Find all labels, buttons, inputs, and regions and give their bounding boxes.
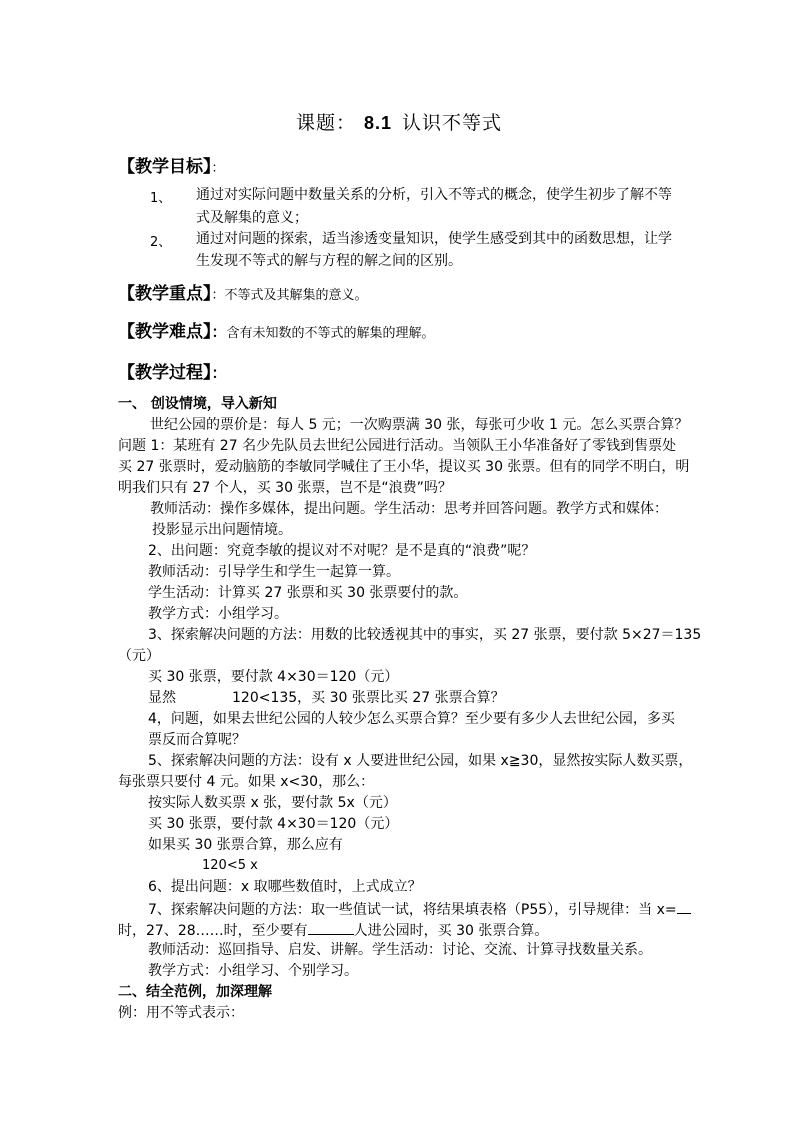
process-heading: 【教学过程】： (118, 363, 227, 383)
paragraph-line: 时，27、28……时，至少要有 人进公园时，买 30 张票合算。 (118, 920, 548, 940)
paragraph-line: 3、探索解决问题的方法：用数的比较透视其中的事实，买 27 张票，要付款 5×27＝135 (148, 627, 702, 643)
paragraph-line: 教师活动：引导学生和学生一起算一算。 (148, 564, 400, 580)
paragraph-line: 教师活动：巡回指导、启发、讲解。学生活动：讨论、交流、计算寻找数量关系。 (148, 942, 652, 958)
difficulty-heading: 【教学难点】：含有未知数的不等式的解集的理解。 (118, 322, 435, 342)
objective-2-line1: 通过对问题的探索，适当渗透变量知识，使学生感受到其中的函数思想，让学 (196, 231, 672, 247)
title-number: 8.1 (364, 113, 393, 133)
paragraph-line: 学生活动：计算买 27 张票和买 30 张票要付的款。 (148, 585, 468, 601)
paragraph-line: 买 30 张票，要付款 4×30＝120（元） (148, 816, 399, 832)
paragraph-line: 每张票只要付 4 元。如果 x<30，那么： (118, 774, 375, 790)
objective-2-line2: 生发现不等式的解与方程的解之间的区别。 (196, 253, 462, 269)
example-line: 例：用不等式表示： (118, 1005, 244, 1021)
paragraph-line: 明我们只有 27 个人，买 30 张票，岂不是“浪费”吗？ (118, 480, 452, 496)
paragraph-line: 2、出问题：究竟李敏的提议对不对呢？是不是真的“浪费”呢？ (148, 543, 536, 559)
paragraph-line: 120<135，买 30 张票比买 27 张票合算？ (232, 690, 505, 706)
keypoint-heading: 【教学重点】：不等式及其解集的意义。 (118, 284, 368, 304)
paragraph-line: 票反而合算呢？ (148, 732, 246, 748)
paragraph-line: 7、探索解决问题的方法：取一些值试一试，将结果填表格（P55），引导规律：当 x= (148, 899, 691, 919)
fill-blank (677, 899, 691, 914)
paragraph-line: 5、探索解决问题的方法：设有 x 人要进世纪公园，如果 x≧30，显然按实际人数买票， (148, 753, 693, 769)
paragraph-line: 按实际人数买票 x 张，要付款 5x（元） (148, 795, 397, 811)
paragraph-line: 买 27 张票时，爱动脑筋的李敏同学喊住了王小华，提议买 30 张票。但有的同学不明白，明 (118, 459, 690, 475)
objective-1-number: 1、 (150, 191, 172, 206)
paragraph-line: 显然 (148, 690, 176, 706)
page-title (296, 110, 502, 136)
fill-blank (308, 920, 354, 935)
paragraph-line: 世纪公园的票价是：每人 5 元；一次购票满 30 张，每张可少收 1 元。怎么买票合算？ (150, 417, 689, 433)
paragraph-line: 4，问题，如果去世纪公园的人较少怎么买票合算？至少要有多少人去世纪公园，多买 (148, 711, 675, 727)
objective-1-line1: 通过对实际问题中数量关系的分析，引入不等式的概念，使学生初步了解不等 (196, 187, 672, 203)
objective-2-number: 2、 (150, 235, 172, 250)
section-2-title: 二、结全范例，加深理解 (118, 984, 272, 1000)
title-prefix: 课题： (296, 112, 357, 134)
objective-1-line2: 式及解集的意义； (196, 210, 308, 226)
title-text: 认识不等式 (402, 112, 503, 134)
paragraph-line: 教学方式：小组学习。 (148, 606, 288, 622)
paragraph-line: 教学方式：小组学习、个别学习。 (148, 963, 358, 979)
section-1-title: 一、 创设情境，导入新知 (118, 396, 277, 412)
inequality-line: 120<5 x (202, 858, 258, 873)
paragraph-line: 买 30 张票，要付款 4×30＝120（元） (148, 669, 399, 685)
paragraph-line: 如果买 30 张票合算，那么应有 (148, 837, 343, 853)
paragraph-line: 6、提出问题：x 取哪些数值时，上式成立？ (148, 879, 422, 895)
paragraph-line: 投影显示出问题情境。 (152, 522, 292, 538)
paragraph-line: 教师活动：操作多媒体，提出问题。学生活动：思考并回答问题。教学方式和媒体： (150, 501, 668, 517)
objectives-heading: 【教学目标】： (118, 157, 225, 177)
paragraph-line: （元） (118, 648, 160, 664)
paragraph-line: 问题 1：某班有 27 名少先队员去世纪公园进行活动。当领队王小华准备好了零钱到售票处 (118, 438, 677, 454)
